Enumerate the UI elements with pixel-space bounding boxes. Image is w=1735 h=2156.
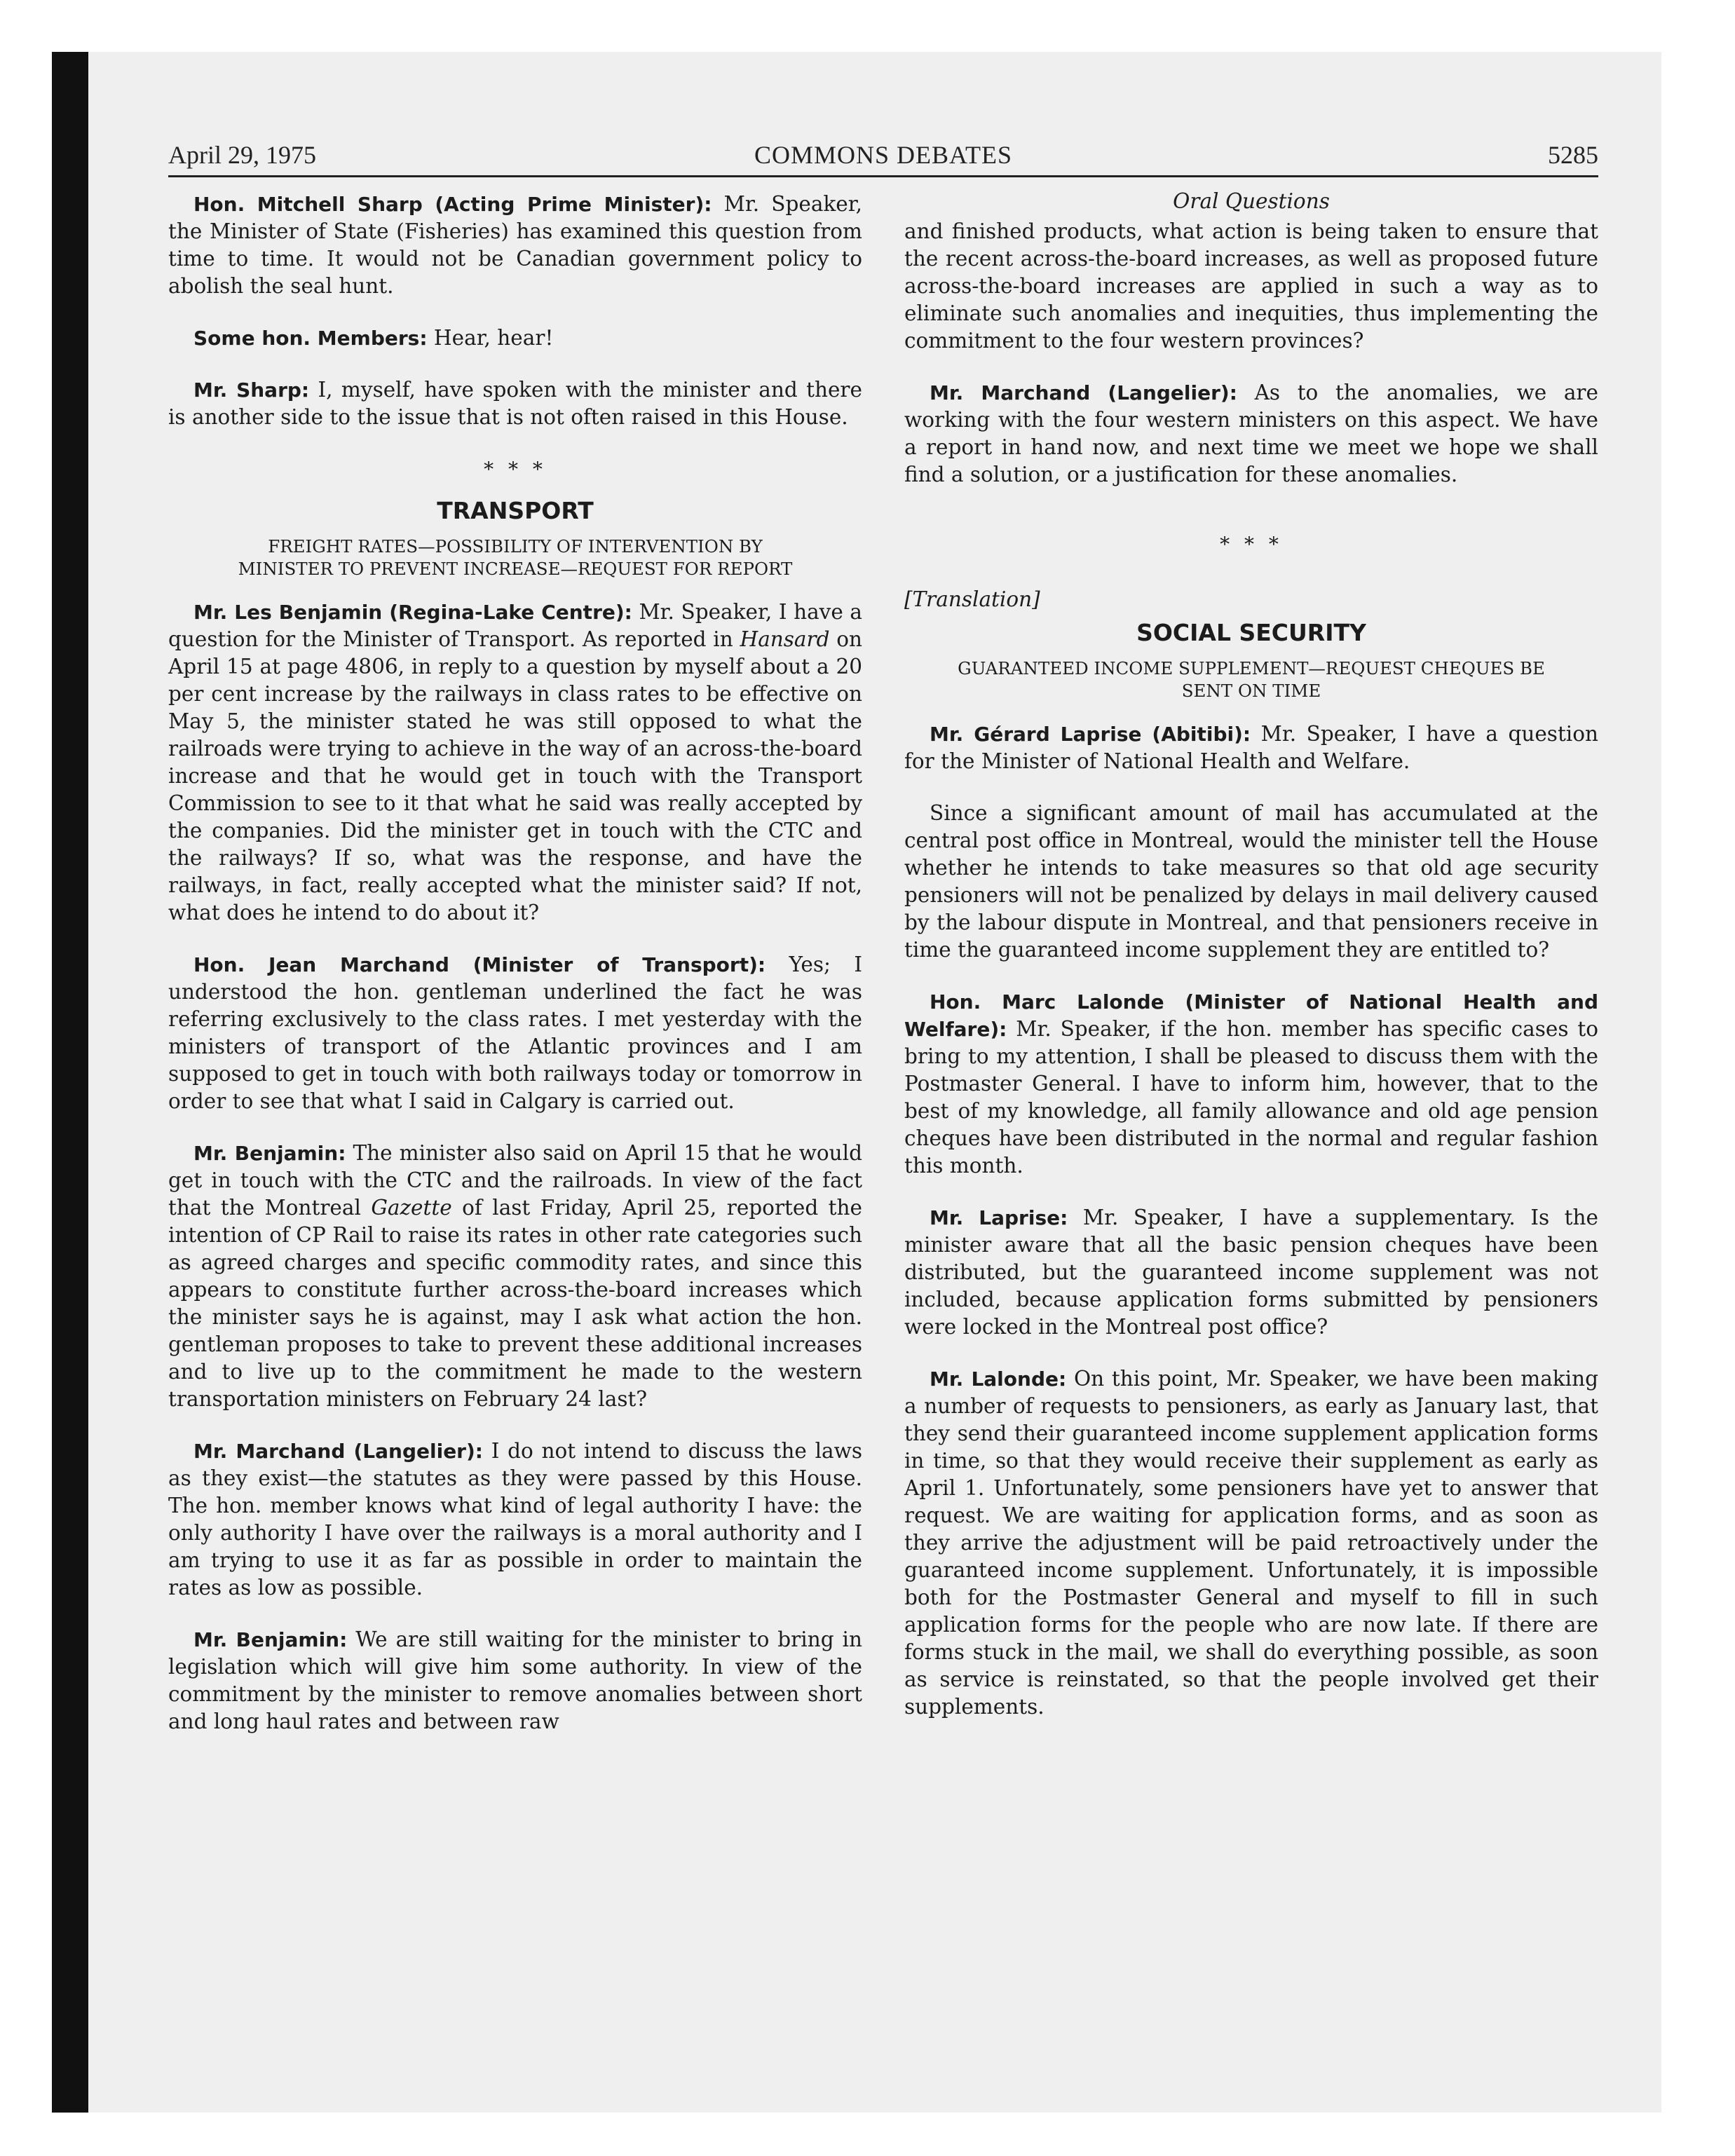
scan-edge	[52, 52, 88, 2113]
publication-name: Gazette	[371, 1196, 452, 1220]
left-column	[168, 191, 862, 1760]
speaker-name: Hon. Mitchell Sharp (Acting Prime Minister):	[193, 193, 712, 216]
speaker-name: Mr. Gérard Laprise (Abitibi):	[930, 723, 1251, 746]
paragraph	[904, 988, 1598, 1180]
page-header	[168, 137, 1598, 177]
paragraph	[168, 951, 862, 1115]
speaker-name: Hon. Marc Lalonde (Minister of National Health and Welfare):	[904, 990, 1598, 1041]
speech-text: Hear, hear!	[427, 326, 554, 350]
paragraph	[168, 191, 862, 300]
publication-name: Hansard	[740, 627, 830, 651]
running-head: Oral Questions	[1173, 189, 1330, 213]
speech-text: Yes; I understood the hon. gentleman underlined the fact he was referring exclusively to the class rates. I met yesterday with the ministers of transport of the Atlantic provinces and I am supposed to get in touch with both railways today or tomorrow in order to see that what I said in Calgary is carried out.	[168, 953, 862, 1113]
section-separator: * * *	[484, 458, 547, 481]
subheading	[168, 535, 862, 580]
speech-text: As to the anomalies, we are working with the four western ministers on this aspect. We have a report in hand now, and next time we meet we hope we shall find a solution, or a justification for these anomalies.	[904, 381, 1598, 486]
paragraph: Since a significant amount of mail has accumulated at the central post office in Montreal, would the minister tell the House whether he intends to take measures so that old age security pensioners will not be penalized by delays in mail delivery caused by the labour dispute in Montreal, and that pensioners receive in time the guaranteed income supplement they are entitled to?	[904, 801, 1598, 962]
subheading-line: MINISTER TO PREVENT INCREASE—REQUEST FOR REPORT	[238, 559, 793, 579]
speech-text: We are still waiting for the minister to bring in legislation which will give him some authority. In view of the commitment by the minister to remove anomalies between short and long haul rates and between raw	[168, 1628, 862, 1733]
speaker-name: Mr. Lalonde:	[930, 1367, 1067, 1391]
speech-text: Mr. Speaker, if the hon. member has specific cases to bring to my attention, I shall be pleased to discuss them with the Postmaster General. I have to inform him, however, that to the best of my knowledge, all family allowance and old age pension cheques have been distributed in the normal and regular fashion this month.	[904, 1017, 1598, 1178]
speech-text: Mr. Speaker, I have a supplementary. Is the minister aware that all the basic pension cheques have been distributed, but the guaranteed income supplement was not included, because application forms submitted by pensioners were locked in the Montreal post office?	[904, 1206, 1598, 1339]
speaker-name: Mr. Benjamin:	[193, 1142, 346, 1165]
section-separator: * * *	[1220, 533, 1283, 556]
speaker-name: Mr. Laprise:	[930, 1206, 1068, 1229]
subheading-line: FREIGHT RATES—POSSIBILITY OF INTERVENTION BY	[268, 536, 763, 557]
speech-text: on April 15 at page 4806, in reply to a question by myself about a 20 per cent increase by the railways in class rates to be effective on May 5, the minister stated he was still opposed to what the railroads were trying to achieve in the way of an across-the-board increase and that he would get in touch with the Transport Commission to see to it that what he said was really accepted by the companies. Did the minister get in touch with the CTC and the railways? If so, what was the response, and have the railways, in fact, really accepted what the minister said? If not, what does he intend to do about it?	[168, 627, 863, 925]
paragraph	[168, 599, 862, 927]
speech-text: Mr. Speaker, the Minister of State (Fisheries) has examined this question from time to time. It would not be Canadian government policy to abolish the seal hunt.	[168, 192, 863, 298]
paragraph	[904, 1204, 1598, 1341]
paragraph: and finished products, what action is being taken to ensure that the recent across-the-board increases, as well as proposed future across-the-board increases are applied in such a way as to eliminate such anomalies and inequities, thus implementing the commitment to the four western provinces?	[904, 219, 1598, 353]
speaker-name: Mr. Marchand (Langelier):	[930, 381, 1237, 404]
section-heading: SOCIAL SECURITY	[1136, 619, 1366, 646]
speech-text: I, myself, have spoken with the minister and there is another side to the issue that is not often raised in this House.	[168, 378, 862, 429]
speech-text: On this point, Mr. Speaker, we have been making a number of requests to pensioners, as early as January last, that they send their guaranteed income supplement application forms in time, so that they would receive their supplement as early as April 1. Unfortunately, some pensioners have yet to answer that request. We are waiting for application forms, and as soon as they arrive the adjustment will be paid retroactively under the guaranteed income supplement. Unfortunately, it is impossible both for the Postmaster General and myself to fill in such application forms for the people who are now late. If there are forms stuck in the mail, we shall do everything possible, as soon as service is reinstated, so that the people involved get their supplements.	[904, 1367, 1598, 1719]
paragraph	[904, 1365, 1598, 1721]
paragraph	[168, 1626, 862, 1735]
subheading	[904, 657, 1598, 702]
speaker-name: Mr. Benjamin:	[193, 1628, 348, 1651]
paragraph	[168, 1140, 862, 1413]
paragraph	[168, 376, 862, 431]
section-heading: TRANSPORT	[437, 497, 594, 524]
speech-text: Mr. Speaker, I have a question for the Minister of National Health and Welfare.	[904, 722, 1598, 773]
speaker-name: Some hon. Members:	[193, 327, 428, 350]
speaker-name: Mr. Marchand (Langelier):	[193, 1440, 483, 1463]
header-date: April 29, 1975	[168, 141, 316, 169]
speech-text: Mr. Speaker, I have a question for the Minister of Transport. As reported in	[168, 600, 862, 651]
speech-text: I do not intend to discuss the laws as they exist—the statutes as they were passed by this House. The hon. member knows what kind of legal authority I have: the only authority I have over the railways is a moral authority and I am trying to use it as far as possible in order to maintain the rates as low as possible.	[168, 1439, 862, 1599]
paragraph	[904, 379, 1598, 489]
header-page-number: 5285	[1548, 141, 1598, 169]
speaker-name: Mr. Sharp:	[193, 378, 310, 402]
speaker-name: Hon. Jean Marchand (Minister of Transport):	[193, 953, 766, 976]
translation-note: [Translation]	[904, 587, 1040, 611]
speech-text: of last Friday, April 25, reported the intention of CP Rail to raise its rates in other rate categories such as agreed charges and specific commodity rates, and since this appears to constitute further across-the-board increases which the minister says he is against, may I ask what action the hon. gentleman proposes to take to prevent these additional increases and to live up to the commitment he made to the western transportation ministers on February 24 last?	[168, 1196, 862, 1411]
subheading-line: GUARANTEED INCOME SUPPLEMENT—REQUEST CHEQUES BE	[958, 658, 1545, 678]
paragraph	[168, 1438, 862, 1602]
speech-text: The minister also said on April 15 that he would get in touch with the CTC and the railroads. In view of the fact that the Montreal	[168, 1141, 862, 1220]
right-column	[904, 191, 1598, 1745]
speaker-name: Mr. Les Benjamin (Regina-Lake Centre):	[193, 601, 632, 624]
paragraph	[904, 721, 1598, 775]
paragraph	[168, 325, 862, 352]
subheading-line: SENT ON TIME	[1181, 681, 1321, 701]
header-title: COMMONS DEBATES	[754, 141, 1013, 169]
